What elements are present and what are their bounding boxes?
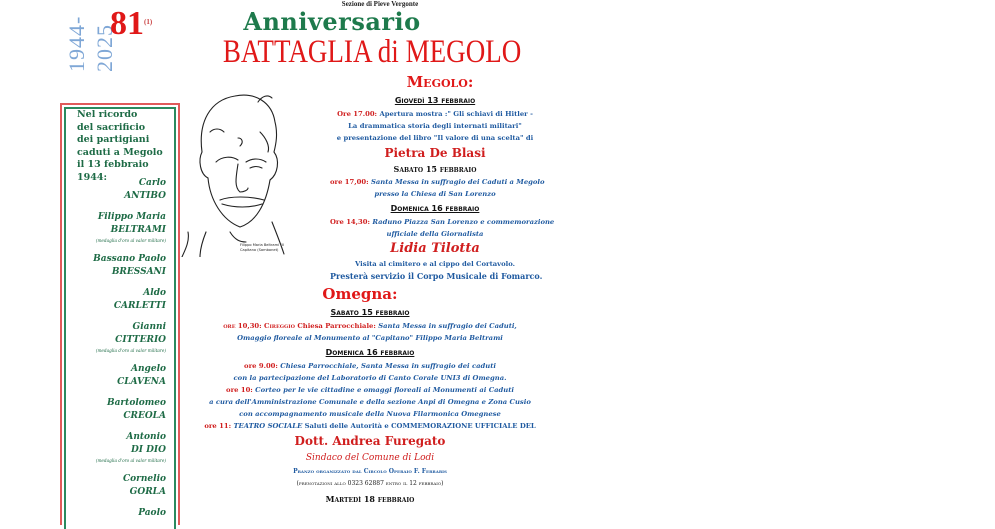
event-text: Santa Messa in suffragio dei Caduti, [375,322,517,330]
last-name: CREOLA [123,411,166,421]
day-heading: Sabato 15 febbraio [393,164,477,174]
years-vertical-label: 1944-2025 [64,15,117,72]
first-name: Carlo [138,178,166,188]
event-line: ufficiale della Giornalista [386,230,484,238]
anniversary-number-value: 81 [110,5,144,42]
booking-info: (prenotazioni allo 0323 62887 entro il 12 febbraio) [296,480,444,487]
lunch-info: Pranzo organizzato dal Circolo Operaio F. Ferraris [293,468,447,475]
event-time: Ore 17.00: [337,110,378,118]
medal-note: (medaglia d'oro al valor militare) [95,348,166,353]
list-item [70,473,166,499]
first-name: Aldo [143,288,166,298]
speaker-name: Lidia Tilotta [390,241,480,256]
last-name: GORLA [129,487,166,497]
last-name: CITTERIO [115,335,166,345]
last-name: CARLETTI [113,301,166,311]
day-heading: Domenica 16 febbraio [325,348,415,357]
day-heading: Domenica 16 febbraio [390,204,480,213]
portrait-caption-2: Capitano (Sambonet) [240,248,279,252]
event-text: Santa Messa in suffragio dei Caduti a Megolo [368,178,545,186]
medal-note: (medaglia d'oro al valor militare) [95,238,166,243]
event-line: a cura dell'Amministrazione Comunale e della sezione Anpi di Omegna e Zona Cusio [209,398,531,406]
list-item [70,287,166,313]
first-name: Antonio [126,432,166,442]
last-name: BRESSANI [111,267,166,277]
memorial-intro [77,109,172,184]
event-time: Ore 14,30: [330,218,370,226]
list-item [70,321,166,355]
last-name: ANTIBO [124,191,166,201]
last-name: CLAVENA [117,377,166,387]
anniversary-superscript: (1) [144,18,153,26]
event-time: ore 17,00: [330,178,369,186]
first-name: Bartolomeo [106,398,166,408]
event-venue: TEATRO SOCIALE [231,422,303,430]
city-heading-omegna: Omegna: [322,285,398,303]
speaker-role: Sindaco del Comune di Lodi [305,453,435,463]
event-line [330,176,545,188]
last-name: DI DIO [130,445,166,455]
first-name: Paolo [138,508,166,518]
megolo-thursday-block [200,94,555,282]
intro-line: il 13 febbraio 1944: [77,159,149,183]
medal-note: (medaglia d'oro al valor militare) [95,458,166,463]
last-name: BELTRAMI [110,225,166,235]
intro-line: caduti a Megolo [77,146,163,158]
speaker-name: Dott. Andrea Furegato [294,434,446,448]
fallen-names-list [70,177,166,528]
event-text: Corteo per le vie cittadine e omaggi floreali ai Monumenti ai Caduti [252,386,514,394]
intro-line: dei partigiani [77,134,150,145]
event-line [330,216,555,228]
event-line: Presterà servizio il Corpo Musicale di Fomarco. [330,271,543,281]
list-item [70,253,166,279]
anniversario-heading: Anniversario [243,7,421,36]
first-name: Bassano Paolo [93,254,166,264]
portrait-caption-1: Filippo Maria Beltrami "Il [240,243,284,247]
first-name: Cornelio [122,474,166,484]
event-line [200,420,540,432]
event-line [200,360,540,372]
event-line: presso la Chiesa di San Lorenzo [374,190,496,198]
event-text: Raduno Piazza San Lorenzo e commemorazione [370,218,555,226]
event-text: Saluti delle Autorità e COMMEMORAZIONE UFFICIALE DEL [302,422,536,430]
anniversary-number [110,4,152,44]
event-line [200,384,540,396]
event-time: ore 9.00: [244,362,278,370]
list-item [70,431,166,465]
event-line: con accompagnamento musicale della Nuova Filarmonica Omegnese [239,410,501,418]
event-line: e presentazione del libro "Il valore di una scelta" di [336,134,534,142]
event-time: ore 11: [204,422,232,430]
first-name: Gianni [132,322,166,332]
author-name: Pietra De Blasi [384,146,486,160]
list-item [70,177,166,203]
event-line [330,108,540,120]
city-heading-megolo: Megolo: [406,73,474,91]
day-heading: Giovedì 13 febbraio [394,96,476,105]
event-line: con la partecipazione del Laboratorio di Canto Corale UNI3 di Omegna. [233,374,507,382]
first-name: Angelo [131,364,166,374]
page-title: BATTAGLIA di MEGOLO [222,34,522,70]
intro-line: del sacrificio [77,121,146,133]
event-time: ore 10: [226,386,253,394]
event-text: Chiesa Parrocchiale, Santa Messa in suffragio dei caduti [277,362,496,370]
section-label: Sezione di Pieve Vergonte [341,0,419,8]
list-item [70,211,166,245]
list-item [70,397,166,423]
event-line: Visita al cimitero e al cippo del Cortavolo. [355,260,515,268]
event-line: La drammatica storia degli internati militari" [348,122,522,130]
event-line [200,320,540,332]
list-item [70,363,166,389]
program-column [200,72,555,506]
event-text: Apertura mostra :" Gli schiavi di Hitler - [377,110,533,118]
first-name: Filippo Maria [97,212,166,222]
event-place: Chiesa Parrocchiale: [294,322,376,330]
day-heading: Sabato 15 febbraio [330,308,410,317]
megolo-heading-wrap [200,72,540,92]
event-time: ore 10,30: Cireggio [223,322,295,330]
intro-line: Nel ricordo [77,109,138,120]
event-line: Omaggio floreale al Monumento al "Capitano" Filippo Maria Beltrami [237,334,503,342]
day-heading-partial: Martedì 18 febbraio [325,494,415,504]
